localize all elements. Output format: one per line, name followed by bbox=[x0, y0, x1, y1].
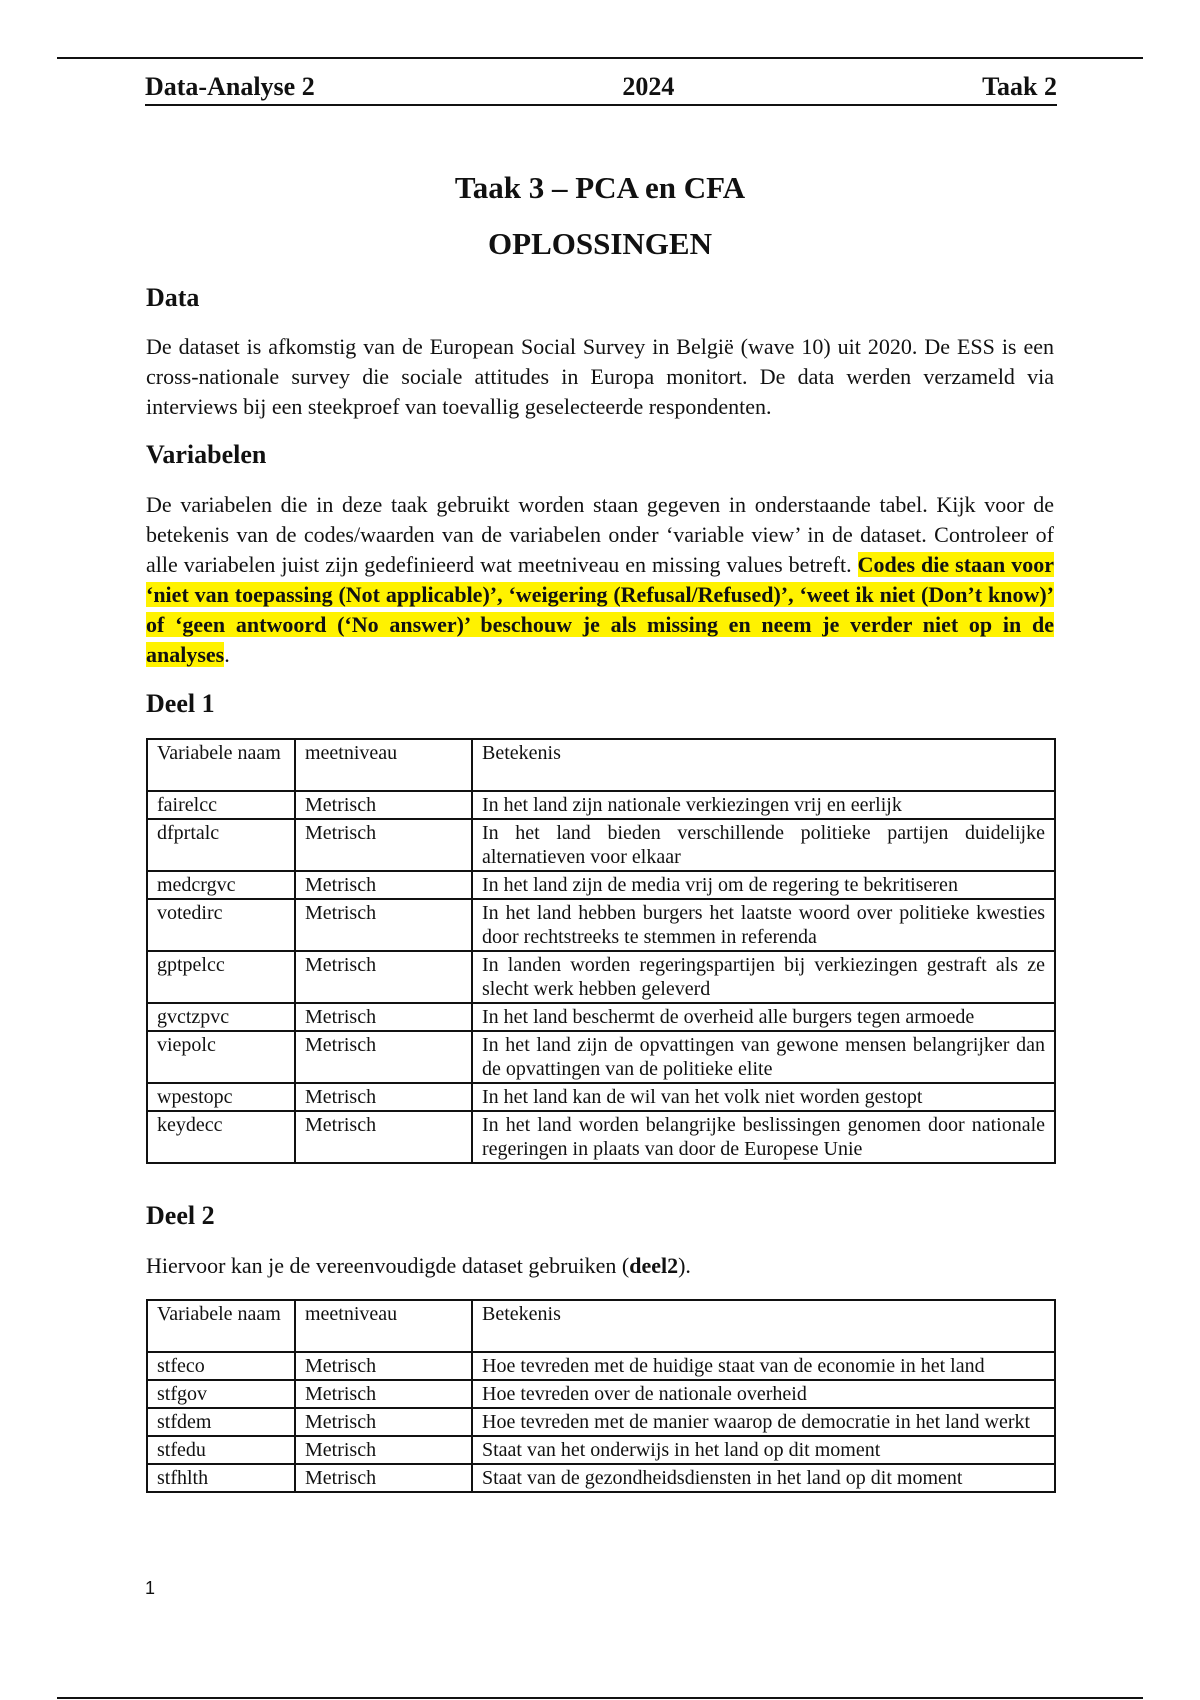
variable-name-cell: medcrgvc bbox=[147, 871, 295, 899]
variable-name-cell: viepolc bbox=[147, 1031, 295, 1083]
meaning-cell: In het land kan de wil van het volk niet worden gestopt bbox=[472, 1083, 1055, 1111]
table-row bbox=[147, 1352, 1055, 1380]
variable-name-cell: stfedu bbox=[147, 1436, 295, 1464]
table-row bbox=[147, 1464, 1055, 1492]
measurement-level-cell: Metrisch bbox=[295, 1352, 472, 1380]
table-row bbox=[147, 1031, 1055, 1083]
variable-name-cell: stfdem bbox=[147, 1408, 295, 1436]
deel1-table bbox=[146, 738, 1056, 1164]
meaning-cell: In het land zijn de opvattingen van gewone mensen belangrijker dan de opvattingen van de politieke elite bbox=[472, 1031, 1055, 1083]
dataset-name: deel2 bbox=[629, 1253, 679, 1278]
column-header: meetniveau bbox=[295, 1300, 472, 1352]
measurement-level-cell: Metrisch bbox=[295, 1436, 472, 1464]
top-rule bbox=[57, 57, 1143, 59]
deel2-intro-text: Hiervoor kan je de vereenvoudigde dataset gebruiken ( bbox=[146, 1253, 630, 1278]
page-header bbox=[145, 70, 1057, 106]
variable-name-cell: stfgov bbox=[147, 1380, 295, 1408]
meaning-cell: Hoe tevreden met de manier waarop de democratie in het land werkt bbox=[472, 1408, 1055, 1436]
variable-name-cell: dfprtalc bbox=[147, 819, 295, 871]
deel2-table bbox=[146, 1299, 1056, 1493]
variable-name-cell: votedirc bbox=[147, 899, 295, 951]
measurement-level-cell: Metrisch bbox=[295, 871, 472, 899]
data-paragraph: De dataset is afkomstig van de European Social Survey in België (wave 10) uit 2020. De ESS is een cross-nationale survey die sociale attitudes in Europa monitort. De data werden verzameld via interviews bij een steekproef van toevallig geselecteerde respondenten. bbox=[146, 334, 1054, 419]
column-header: meetniveau bbox=[295, 739, 472, 791]
highlight-end: . bbox=[224, 642, 230, 667]
header-course: Data-Analyse 2 bbox=[145, 72, 315, 101]
document-subtitle: OPLOSSINGEN bbox=[488, 226, 712, 261]
measurement-level-cell: Metrisch bbox=[295, 1464, 472, 1492]
table-header-row bbox=[147, 1300, 1055, 1352]
meaning-cell: Staat van de gezondheidsdiensten in het land op dit moment bbox=[472, 1464, 1055, 1492]
document-title: Taak 3 – PCA en CFA bbox=[454, 170, 746, 205]
variable-name-cell: gptpelcc bbox=[147, 951, 295, 1003]
table-header-row bbox=[147, 739, 1055, 791]
table-row bbox=[147, 951, 1055, 1003]
heading-data: Data bbox=[146, 283, 200, 312]
meaning-cell: Hoe tevreden over de nationale overheid bbox=[472, 1380, 1055, 1408]
measurement-level-cell: Metrisch bbox=[295, 1003, 472, 1031]
measurement-level-cell: Metrisch bbox=[295, 1111, 472, 1163]
measurement-level-cell: Metrisch bbox=[295, 1408, 472, 1436]
table-row bbox=[147, 1436, 1055, 1464]
measurement-level-cell: Metrisch bbox=[295, 791, 472, 819]
variable-name-cell: stfeco bbox=[147, 1352, 295, 1380]
variable-name-cell: fairelcc bbox=[147, 791, 295, 819]
missing-values-highlight: Codes die staan voor ‘niet van toepassing (Not applicable)’, ‘weigering (Refusal/Refused)’, ‘weet ik niet (Don’t know)’ of ‘geen antwoord (‘No answer)’ beschouw je als missing en neem je verder niet op in de analyses bbox=[146, 552, 1055, 667]
column-header: Variabele naam bbox=[147, 1300, 295, 1352]
meaning-cell: Hoe tevreden met de huidige staat van de economie in het land bbox=[472, 1352, 1055, 1380]
page-number: 1 bbox=[145, 1578, 156, 1598]
column-header: Betekenis bbox=[472, 1300, 1055, 1352]
measurement-level-cell: Metrisch bbox=[295, 1031, 472, 1083]
table-row bbox=[147, 819, 1055, 871]
table-row bbox=[147, 1380, 1055, 1408]
meaning-cell: In het land beschermt de overheid alle burgers tegen armoede bbox=[472, 1003, 1055, 1031]
table-row bbox=[147, 1408, 1055, 1436]
measurement-level-cell: Metrisch bbox=[295, 1083, 472, 1111]
meaning-cell: In het land bieden verschillende politieke partijen duidelijke alternatieven voor elkaar bbox=[472, 819, 1055, 871]
table-row bbox=[147, 791, 1055, 819]
column-header: Betekenis bbox=[472, 739, 1055, 791]
measurement-level-cell: Metrisch bbox=[295, 819, 472, 871]
meaning-cell: In het land zijn de media vrij om de regering te bekritiseren bbox=[472, 871, 1055, 899]
variabelen-paragraph bbox=[146, 490, 1054, 670]
measurement-level-cell: Metrisch bbox=[295, 899, 472, 951]
heading-variabelen: Variabelen bbox=[146, 440, 267, 469]
table-row bbox=[147, 1003, 1055, 1031]
deel2-intro-end: ). bbox=[678, 1253, 691, 1278]
table-row bbox=[147, 871, 1055, 899]
heading-deel2: Deel 2 bbox=[146, 1201, 215, 1230]
column-header: Variabele naam bbox=[147, 739, 295, 791]
table-row bbox=[147, 1083, 1055, 1111]
variabelen-text: De variabelen die in deze taak gebruikt worden staan gegeven in onderstaande tabel. Kijk voor de betekenis van de codes/waarden van de variabelen onder ‘variable view’ in de dataset. Controleer of alle variabelen juist zijn gedefinieerd wat meetniveau en missing values betreft. bbox=[146, 492, 1054, 577]
deel2-intro bbox=[146, 1251, 1054, 1281]
bottom-rule bbox=[57, 1697, 1143, 1699]
meaning-cell: In landen worden regeringspartijen bij verkiezingen gestraft als ze slecht werk hebben geleverd bbox=[472, 951, 1055, 1003]
variable-name-cell: wpestopc bbox=[147, 1083, 295, 1111]
variable-name-cell: keydecc bbox=[147, 1111, 295, 1163]
meaning-cell: In het land zijn nationale verkiezingen vrij en eerlijk bbox=[472, 791, 1055, 819]
heading-deel1: Deel 1 bbox=[146, 689, 215, 718]
header-year: 2024 bbox=[622, 72, 675, 101]
meaning-cell: Staat van het onderwijs in het land op dit moment bbox=[472, 1436, 1055, 1464]
header-assignment: Taak 2 bbox=[982, 72, 1057, 101]
table-row bbox=[147, 899, 1055, 951]
measurement-level-cell: Metrisch bbox=[295, 1380, 472, 1408]
variable-name-cell: gvctzpvc bbox=[147, 1003, 295, 1031]
meaning-cell: In het land worden belangrijke beslissingen genomen door nationale regeringen in plaats van door de Europese Unie bbox=[472, 1111, 1055, 1163]
variable-name-cell: stfhlth bbox=[147, 1464, 295, 1492]
table-row bbox=[147, 1111, 1055, 1163]
measurement-level-cell: Metrisch bbox=[295, 951, 472, 1003]
meaning-cell: In het land hebben burgers het laatste woord over politieke kwesties door rechtstreeks te stemmen in referenda bbox=[472, 899, 1055, 951]
